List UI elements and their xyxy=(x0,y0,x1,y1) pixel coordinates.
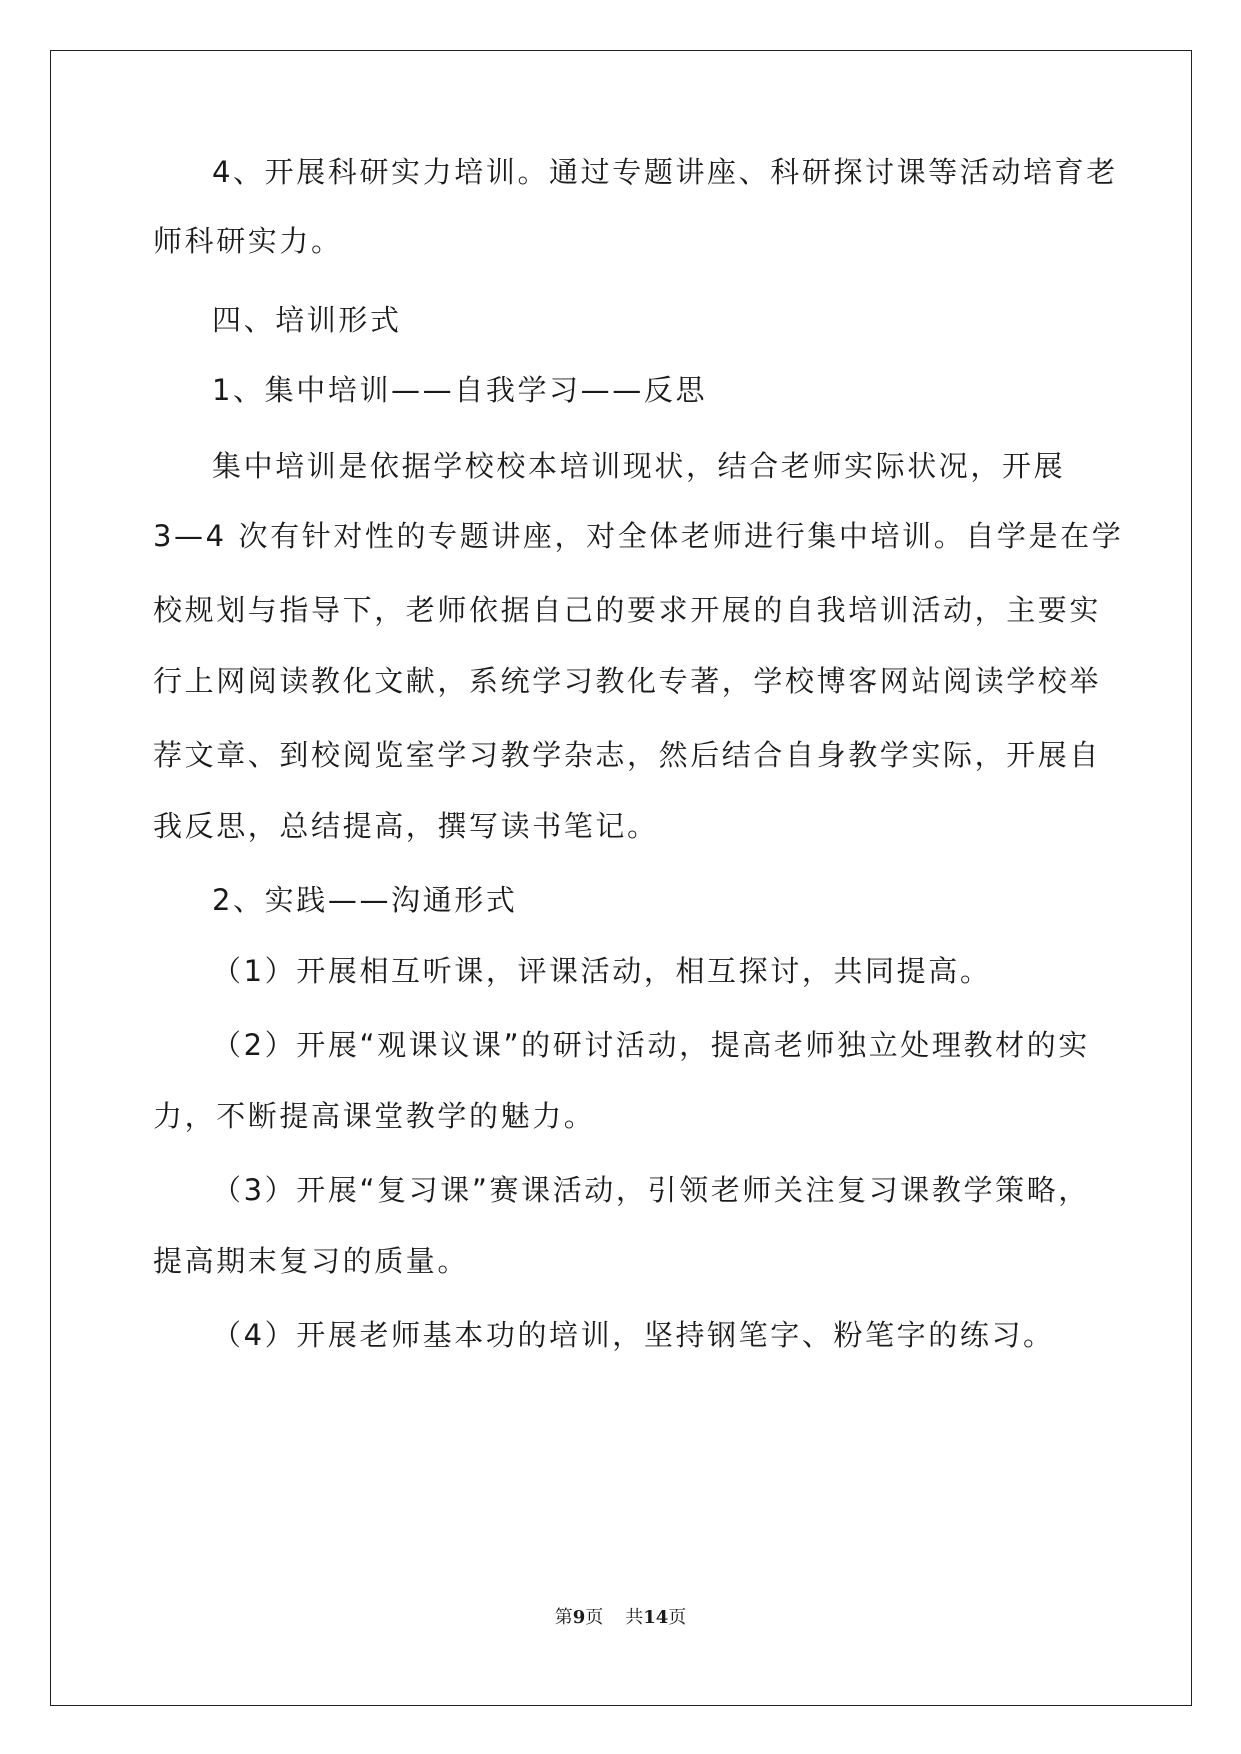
total-pages: 14 xyxy=(643,1607,669,1628)
paragraph-line: 集中培训是依据学校校本培训现状，结合老师实际状况，开展 xyxy=(212,449,1066,483)
page-border xyxy=(50,50,1192,1706)
paragraph-line: 力，不断提高课堂教学的魅力。 xyxy=(153,1099,596,1133)
list-item: （2）开展“观课议课”的研讨活动，提高老师独立处理教材的实 xyxy=(212,1028,1090,1062)
section-heading: 四、培训形式 xyxy=(212,303,402,337)
list-item: （4）开展老师基本功的培训，坚持钢笔字、粉笔字的练习。 xyxy=(212,1318,1055,1352)
list-item: （1）开展相互听课，评课活动，相互探讨，共同提高。 xyxy=(212,954,992,988)
paragraph-line: 校规划与指导下，老师依据自己的要求开展的自我培训活动，主要实 xyxy=(153,593,1102,627)
page-prefix: 第 xyxy=(554,1607,573,1628)
paragraph-line: 3—4 次有针对性的专题讲座，对全体老师进行集中培训。自学是在学 xyxy=(153,519,1124,553)
total-prefix: 共 xyxy=(625,1607,644,1628)
paragraph-line: 4、开展科研实力培训。通过专题讲座、科研探讨课等活动培育老 xyxy=(212,155,1118,189)
total-suffix: 页 xyxy=(668,1607,687,1628)
page-suffix: 页 xyxy=(585,1607,604,1628)
page-number: 9 xyxy=(572,1607,586,1628)
subsection-heading: 1、集中培训——自我学习——反思 xyxy=(212,373,708,407)
paragraph-line: 荐文章、到校阅览室学习教学杂志，然后结合自身教学实际，开展自 xyxy=(153,738,1102,772)
page-footer xyxy=(0,1606,1241,1630)
paragraph-line: 师科研实力。 xyxy=(153,224,343,258)
paragraph-line: 行上网阅读教化文献，系统学习教化专著，学校博客网站阅读学校举 xyxy=(153,664,1102,698)
paragraph-line: 我反思，总结提高，撰写读书笔记。 xyxy=(153,809,659,843)
paragraph-line: 提高期末复习的质量。 xyxy=(153,1244,470,1278)
list-item: （3）开展“复习课”赛课活动，引领老师关注复习课教学策略， xyxy=(212,1173,1090,1207)
subsection-heading: 2、实践——沟通形式 xyxy=(212,883,518,917)
